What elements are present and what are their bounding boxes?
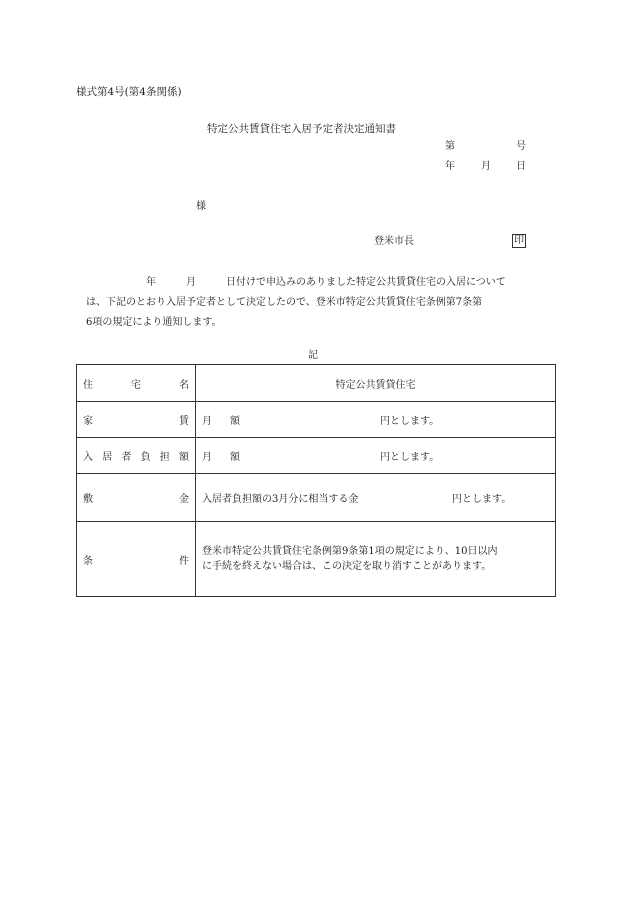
month-label: 月 <box>202 416 212 427</box>
table-row <box>77 522 556 597</box>
number-prefix: 第 <box>445 141 455 152</box>
document-title: 特定公共賃貸住宅入居予定者決定通知書 <box>207 123 396 135</box>
table-row <box>77 474 556 522</box>
deposit-description: 入居者負担額の3月分に相当する金 <box>202 494 359 505</box>
date-day-label: 日 <box>516 161 526 172</box>
seal-mark: 印 <box>514 235 524 246</box>
label-char: 件 <box>179 555 189 567</box>
table-row <box>77 438 556 474</box>
table-row <box>77 402 556 438</box>
label-char: 名 <box>179 379 189 391</box>
label-char: 家 <box>83 416 93 427</box>
issuer-name: 登米市長 <box>374 236 414 247</box>
value-conditions <box>196 522 556 597</box>
label-char: 担 <box>159 452 170 463</box>
amount-label: 額 <box>230 416 240 427</box>
number-suffix: 号 <box>516 141 526 152</box>
notice-body <box>76 273 556 333</box>
label-tenant-burden <box>77 438 196 474</box>
month-label: 月 <box>202 452 212 463</box>
form-number: 様式第4号(第4条関係) <box>76 86 182 98</box>
label-char: 額 <box>178 452 189 463</box>
date-year-label: 年 <box>445 161 455 172</box>
label-char: 条 <box>83 555 93 567</box>
yen-suffix: 円とします。 <box>452 494 512 505</box>
label-rent <box>77 402 196 438</box>
label-char: 入 <box>83 452 93 463</box>
yen-suffix: 円とします。 <box>380 416 440 427</box>
label-char: 住 <box>83 379 93 391</box>
yen-suffix: 円とします。 <box>380 452 440 463</box>
label-char: 者 <box>121 452 132 463</box>
label-char: 敷 <box>83 494 93 505</box>
notice-line-2: は、下記のとおり入居予定者として決定したので、登米市特定公共賃貸住宅条例第7条第 <box>76 297 483 308</box>
value-deposit <box>196 474 556 522</box>
label-housing-name <box>77 365 196 402</box>
label-char: 負 <box>140 452 151 463</box>
addressee-suffix: 様 <box>196 201 206 212</box>
date-month-label: 月 <box>481 161 491 172</box>
condition-line-2: に手続を終えない場合は、この決定を取り消すことがあります。 <box>202 561 492 572</box>
label-conditions <box>77 522 196 597</box>
notice-line-3: 6項の規定により通知します。 <box>76 317 222 328</box>
label-char: 居 <box>102 452 113 463</box>
ki-heading: 記 <box>308 350 318 361</box>
condition-line-1: 登米市特定公共賃貸住宅条例第9条第1項の規定により、10日以内 <box>202 546 498 557</box>
amount-label: 額 <box>230 452 240 463</box>
label-char: 金 <box>179 494 189 505</box>
value-tenant-burden <box>196 438 556 474</box>
table-row <box>77 365 556 402</box>
label-deposit <box>77 474 196 522</box>
details-table <box>76 364 556 597</box>
label-char: 宅 <box>131 379 141 391</box>
label-char: 賃 <box>179 416 189 427</box>
value-housing-name: 特定公共賃貸住宅 <box>196 365 556 402</box>
value-rent <box>196 402 556 438</box>
notice-line-1: 年 月 日付けで申込みのありました特定公共賃貸住宅の入居について <box>76 277 506 288</box>
